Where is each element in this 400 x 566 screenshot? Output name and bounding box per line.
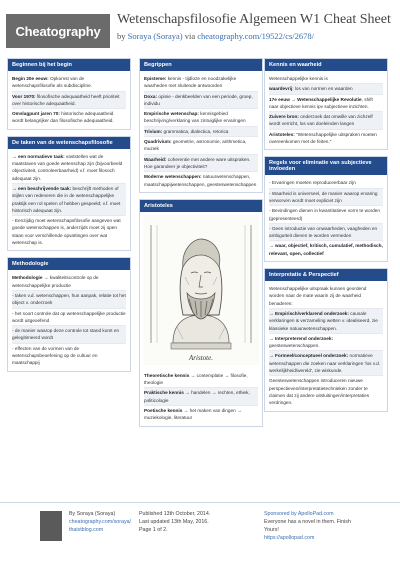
byline-via: via [182,31,198,41]
section-row [144,406,258,423]
section-methodologie [7,257,131,371]
row-term: → waar, objectief, kritisch, cumulatief, methodisch, relevant, open, collectief [269,243,383,256]
row-text: → contemplatie → filosofie, theologie [144,372,248,386]
footer-sponsor-text2: Yours! [264,527,279,533]
row-text: vaststellen wat de maatstaven van goede wetenschap zijn (bijvoorbeeld objectiviteit, controleerbaarheid) v.f. moet filosoch adequaat zijn. [12,153,123,181]
section-row [269,178,383,188]
row-term: Moderne wetenschappen: [144,174,202,180]
section-row [144,388,258,406]
section-title: Methodologie [8,258,130,270]
row-text: Wetenschappelijke kennis is [269,76,328,81]
section-row [269,241,383,258]
section-body [265,71,387,149]
section-title: Aristoteles [140,200,262,212]
sheet-url-link[interactable]: cheatography.com/19522/cs/2678/ [197,31,315,41]
byline [117,31,314,41]
section-row [269,206,383,224]
row-text: Geesteswetenschappen introduceren nieuwe perspectieven/interpretatietechnieken zonder te claimen dat zij andere uitsluitingen/interpretaties verdringen. [269,378,370,406]
row-term: → een normatieve taak: [12,153,65,159]
section-row [144,155,258,173]
footer-sponsor [264,510,351,542]
row-text: - het soort controle dat op wetenschappelijke productie wordt uitgeoefend [12,310,126,323]
footer-sponsor-url[interactable]: https://apollopad.com [264,535,315,541]
row-term: 17e eeuw → Wetenschappelijke Revolutie [269,96,362,102]
section-row [12,291,126,309]
section-interpretatie [264,268,388,411]
section-row [269,284,383,309]
section-taken [7,136,131,252]
row-text: - taken v.d. wetenschappen, hun aanpak, relatie tot het object v. onderzoek [12,292,126,306]
row-text: → het maken van dingen → muziekologie, literatuur [144,408,242,421]
page-footer [0,502,400,566]
section-row [269,376,383,407]
row-term: Voor 1970: [12,93,36,99]
row-text: - Waarheid is universeel, de manier waarop ervaring verworven wordt moet expliciet zijn [269,190,378,203]
row-term: Empirische wetenschap: [144,111,199,117]
section-row [12,74,126,92]
section-row [269,84,383,94]
logo-text: Cheatography [15,23,101,39]
section-row [144,371,258,389]
section-row [144,172,258,189]
row-term: → een beschrijvende taak: [12,185,72,191]
row-term: Praktische kennis [144,390,184,396]
row-term: Quadrivium: [144,139,172,145]
row-text: grammatica, dialectica, retorica [162,128,229,134]
section-row [269,95,383,113]
row-text: geometrie, astronomie, arithmetica, muziek [144,139,247,152]
section-row [269,334,383,352]
section-title: De taken van de wetenschapsfilosofie [8,137,130,149]
row-text: - Geen introductie van onwaarheden, vaagheden en ambiguïteit dienen te worden vermeden [269,225,378,239]
row-text: → handelen → rechten, ethiek, politicologie [144,390,250,403]
section-begin [7,58,131,130]
row-term: → Interpreterend onderzoek: [269,335,334,341]
row-term: Trivium: [144,128,163,134]
row-term: Aristoteles: [269,131,295,137]
section-row [144,92,258,110]
section-row [12,92,126,110]
row-text: historische adequaatheid wordt belangrijker dan filosofische adequaatheid. [12,111,114,124]
section-row [12,109,126,126]
section-body [140,71,262,192]
footer-dates [139,510,210,534]
footer-published: Published 13th October, 2014. [139,511,211,517]
row-term: Waarheid: [144,156,167,162]
section-body [8,270,130,370]
row-text: geesteswetenschappen. [269,343,320,349]
row-text: Wetenschappelijke uitspraak kunnen geordend worden naar de mate waarin zij de waarheid benaderen: [269,286,367,306]
row-text: onderzoek dat omwille van zichzelf wordt verricht, los van doeleinden langen [269,114,373,127]
row-text: - Bevindingen dienen in kwantitatieve vorm te worden (gepresenteerd) [269,208,381,221]
byline-prefix: by [117,31,128,41]
section-body [8,71,130,129]
row-term: Omslagpunt jaren 70: [12,111,60,117]
aristotle-image-wrap [140,212,262,368]
row-text: causale verklaringen & verzameling wetten v. idealiseerd, zie klassieke natuurwetenschappen. [269,310,378,331]
footer-page: Page 1 of 2. [139,527,168,533]
row-text: - de manier waarop deze controle tot stand komt en gelegitimeerd wordt [12,328,120,341]
footer-updated: Last updated 13th May, 2016. [139,519,209,525]
row-term: → Empirisch/verklarend onderzoek: [269,310,349,316]
section-regels [264,156,388,262]
column-3 [264,58,388,418]
row-text: coherentie met andere ware uitspraken. Hoe garandeer je objectiviteit? [144,156,251,169]
section-row [144,137,258,155]
row-text: beschrijft methoden of stijlen van redeneren die in de wetenschappelijke praktijk een rol spelen of hebben gespeeld; v.f. moet historisch adequaat zijn. [12,185,121,213]
column-1 [7,58,131,378]
section-begrippen [139,58,263,193]
footer-author [69,510,131,534]
row-text: : los van normen en waarden [292,86,353,92]
section-row [269,351,383,376]
section-row [12,152,126,184]
row-term: waardevrij [269,86,293,92]
row-text: → kwaliteitscontrole op de wetenschappelijke productie [12,275,99,288]
section-body [8,149,130,251]
section-row [12,184,126,216]
section-title: Beginnen bij het begin [8,59,130,71]
section-row [269,130,383,147]
row-term: → Formeel/conceptueel onderzoek: [269,353,349,359]
section-body [265,281,387,410]
aristotle-bust-image [143,215,259,365]
section-row [269,112,383,130]
page-header [0,0,400,60]
section-kennis [264,58,388,150]
footer-author-label: By Soraya (Soraya) [69,511,116,517]
section-row [269,189,383,207]
section-row [12,344,126,368]
section-row [144,109,258,127]
section-title: Begrippen [140,59,262,71]
row-text: "Wetenschappelijke uitspraken moeten overeenkomen met de feiten." [269,131,377,145]
row-text: Opkomst van de wetenschapsfilosofie als subdiscipline. [12,76,92,89]
row-term: Episteme: [144,76,167,81]
section-body [265,175,387,261]
section-row [269,74,383,84]
section-row [12,273,126,291]
row-term: Methodologie [12,275,43,281]
row-term: Doxa: [144,93,158,99]
row-text: - Ervaringen moeten reproduceerbaar zijn [269,180,356,186]
column-2 [139,58,263,433]
row-text: - effecten van de vormen van de wetenschapsbeoefening op de cultuur en maatschappij [12,345,98,366]
section-title: Interpretatie & Perspectief [265,269,387,281]
author-avatar [40,511,62,541]
author-link[interactable]: Soraya (Soraya) [127,31,183,41]
section-row [12,216,126,247]
row-text: , shift naar objectieve kennis ipv subjectieve inzichten. [269,96,373,109]
footer-sponsor-text1: Everyone has a novel in them. Finish [264,519,351,525]
section-title: Kennis en waarheid [265,59,387,71]
row-text: opinie - denkbeelden van een periode, groep, individu [144,93,253,106]
row-term: Poetische kennis [144,408,183,414]
row-term: Zuivere bron: [269,114,299,120]
page-title: Wetenschapsfilosofie Algemeen W1 Cheat Sheet [117,12,391,27]
section-body [140,368,262,426]
row-text: kennis - tijdloze en noodzakelijke waarheden met sluitende antwoorden [144,76,237,89]
row-term: Theoretische kennis [144,372,190,378]
section-row [144,127,258,137]
section-row [269,309,383,334]
row-text: filosofische adequaatheid heeft prioriteit over historische adequaatheid. [12,93,120,106]
cheatography-logo[interactable] [6,14,110,48]
section-title: Regels voor eliminatie van subjectieve invloeden [265,157,387,175]
section-row [12,309,126,327]
section-row [144,74,258,92]
row-term: Begin 20e eeuw: [12,76,49,81]
section-aristoteles [139,199,263,427]
section-row [269,224,383,242]
row-text: natuurwetenschappen, maatschappijwetenschappen, geesteswetenschappen [144,174,257,187]
row-text: kennisgebied beschrijving/verklaring van zintuiglijke ervaringen [144,111,246,124]
section-row [12,326,126,344]
row-text: normatieve wetenschappen die zoeken naar verklaringen 'los v.d. werkelijkheid/wereld', zie wiskunde. [269,353,381,374]
footer-sponsor-link[interactable]: Sponsored by ApolloPad.com [264,511,334,517]
footer-author-site[interactable]: thaistblog.com [69,527,104,533]
footer-author-link[interactable]: cheatography.com/soraya/ [69,519,132,525]
bust-caption: Aristote. [189,353,213,362]
row-text: - Eenzijdig moet wetenschapsfilosofie aangeven wat goede wetenschappen is, anderzijds moet zij open staan voor verschillende opvattingen over wat wetenschap is. [12,218,121,246]
